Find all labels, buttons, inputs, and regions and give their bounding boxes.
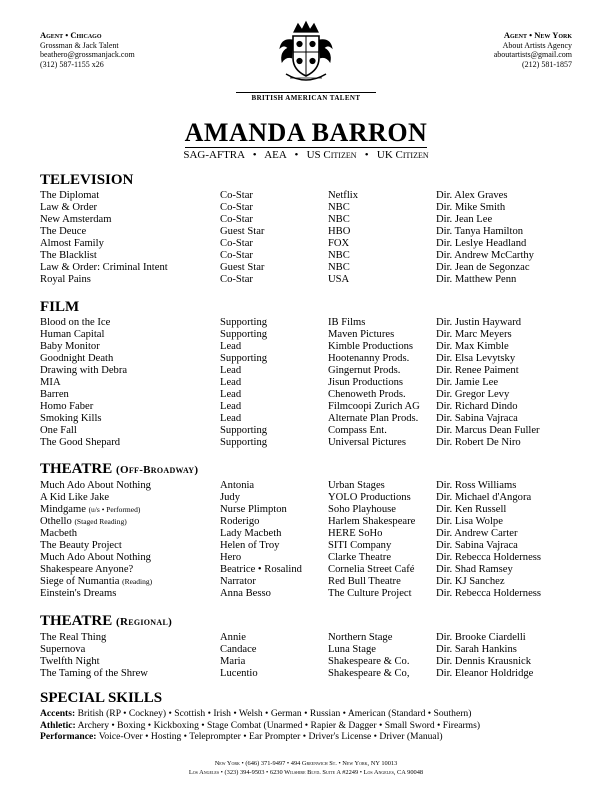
credit-title-text: Supernova [40,644,86,655]
credit-company: Chenoweth Prods. [328,389,406,400]
credit-role: Lead [220,401,242,412]
credit-row [40,632,580,644]
credit-title [40,365,220,377]
credit-title [40,588,220,600]
credit-director: Dir. Richard Dindo [436,401,518,412]
credit-title [40,329,220,341]
credit-row [40,644,580,656]
credit-company: Netflix [328,190,359,201]
credit-director: Dir. Jean de Segonzac [436,262,530,273]
credit-row [40,226,580,238]
credit-row [40,576,580,588]
credit-company: YOLO Productions [328,492,411,503]
credit-role: Guest Star [220,262,265,273]
crest-logo-icon [276,18,336,88]
section-subtitle: (Off-Broadway) [116,464,199,476]
credit-company: Maven Pictures [328,329,395,340]
union-sag: SAG-AFTRA [183,149,245,161]
credit-director: Dir. Robert De Niro [436,437,521,448]
credit-company: Urban Stages [328,480,385,491]
credit-title-text: Much Ado About Nothing [40,552,151,563]
credit-role: Supporting [220,317,268,328]
credit-company: Luna Stage [328,644,376,655]
agent-new-york-phone: (212) 581-1857 [522,59,572,69]
credit-role: Helen of Troy [220,540,280,551]
credit-role: Candace [220,644,257,655]
credit-director: Dir. Marcus Dean Fuller [436,425,540,436]
credit-row [40,668,580,680]
credit-company: Gingernut Prods. [328,365,401,376]
credit-title-text: Blood on the Ice [40,317,111,328]
credit-row [40,353,580,365]
credit-director: Dir. Sarah Hankins [436,644,517,655]
credit-row [40,480,580,492]
section-film [40,299,580,449]
agent-new-york [494,31,572,69]
credit-title-text: Twelfth Night [40,656,100,667]
section-special-skills [40,690,580,743]
credit-role: Judy [220,492,241,503]
credit-role: Maria [220,656,246,667]
credit-row [40,588,580,600]
credit-role: Beatrice • Rosalind [220,564,302,575]
credit-row [40,329,580,341]
credit-company: FOX [328,238,350,249]
skill-line [40,708,580,720]
credit-director: Dir. Brooke Ciardelli [436,632,526,643]
skill-label: Athletic: [40,719,76,731]
credit-title [40,353,220,365]
credit-role: Hero [220,552,242,563]
agent-chicago-company: Grossman & Jack Talent [40,40,119,50]
section-title: TELEVISION [40,172,134,188]
actor-name-text: AMANDA BARRON [184,118,428,147]
credit-row [40,274,580,286]
credit-role: Narrator [220,576,256,587]
credit-company: NBC [328,202,350,213]
credit-company: Harlem Shakespeare [328,516,416,527]
credit-row [40,202,580,214]
credit-row [40,413,580,425]
credit-director: Dir. Gregor Levy [436,389,510,400]
credit-title [40,668,220,680]
credit-director: Dir. Tanya Hamilton [436,226,524,237]
credit-company: Soho Playhouse [328,504,396,515]
credit-company: Jisun Productions [328,377,404,388]
credit-row [40,365,580,377]
credit-title-text: Macbeth [40,528,78,539]
credit-role: Co-Star [220,202,253,213]
credit-company: HERE SoHo [328,528,383,539]
credit-director: Dir. Sabina Vajraca [436,413,518,424]
citizenship-us: US Citizen [306,149,357,161]
credit-title-text: The Real Thing [40,632,107,643]
credit-director: Dir. Marc Meyers [436,329,512,340]
credit-title-text: MIA [40,377,61,388]
credit-role: Lead [220,341,242,352]
credit-company: IB Films [328,317,366,328]
credit-title [40,552,220,564]
credit-role: Lead [220,377,242,388]
credit-company: Compass Ent. [328,425,387,436]
credit-company: NBC [328,250,350,261]
credit-title-text: Siege of Numantia [40,576,120,587]
credit-director: Dir. Shad Ramsey [436,564,513,575]
credit-director: Dir. Renee Paiment [436,365,519,376]
credit-role: Lucentio [220,668,258,679]
credit-row [40,540,580,552]
credit-role: Supporting [220,425,268,436]
credit-row [40,401,580,413]
credit-title [40,377,220,389]
credit-director: Dir. Alex Graves [436,190,508,201]
credit-title-text: Human Capital [40,329,105,340]
credit-company: Northern Stage [328,632,393,643]
credit-row [40,564,580,576]
credit-title [40,632,220,644]
credit-title [40,214,220,226]
credit-director: Dir. KJ Sanchez [436,576,505,587]
credit-note: (Staged Reading) [74,517,127,526]
credit-role: Anna Besso [220,588,271,599]
credit-role: Roderigo [220,516,260,527]
section-television [40,172,580,286]
credit-role: Supporting [220,329,268,340]
credit-title-text: The Diplomat [40,190,100,201]
credit-director: Dir. Dennis Krausnick [436,656,532,667]
credit-title [40,576,220,588]
credit-title [40,504,220,516]
credit-title [40,528,220,540]
credit-company: The Culture Project [328,588,412,599]
agent-chicago-email: beathero@grossmanjack.com [40,50,135,59]
credit-title [40,262,220,274]
credit-director: Dir. Michael d'Angora [436,492,532,503]
section-title [40,461,580,479]
section-theatre-regional [40,613,580,680]
skill-line [40,720,580,732]
credit-row [40,504,580,516]
credit-title [40,317,220,329]
credit-row [40,262,580,274]
credit-row [40,238,580,250]
credit-title-text: The Blacklist [40,250,97,261]
agent-new-york-company: About Artists Agency [502,40,572,50]
credit-row [40,190,580,202]
credit-title-text: Goodnight Death [40,353,114,364]
credit-title [40,516,220,528]
credit-role: Co-Star [220,250,253,261]
skill-label: Performance: [40,731,97,742]
credit-title [40,226,220,238]
credit-company: SITI Company [328,540,392,551]
credit-title [40,656,220,668]
credit-title [40,389,220,401]
section-title: FILM [40,299,80,315]
credit-director: Dir. Jean Lee [436,214,493,225]
credit-role: Co-Star [220,238,253,249]
credit-company: Filmcoopi Zurich AG [328,401,420,412]
credit-title-text: The Deuce [40,226,87,237]
footer-new-york: New York • (646) 371-9497 • 494 Greenwich St. • New York, NY 10013 [214,760,398,767]
credit-row [40,656,580,668]
credit-title-text: Baby Monitor [40,341,100,352]
credit-title [40,492,220,504]
credit-title [40,644,220,656]
credit-title-text: A Kid Like Jake [40,492,110,503]
section-theatre-off-broadway [40,461,580,600]
credit-company: Universal Pictures [328,437,406,448]
section-title-main: THEATRE [40,461,113,477]
agency-brand-name: BRITISH AMERICAN TALENT [236,92,376,102]
credit-title [40,274,220,286]
credit-title-text: The Beauty Project [40,540,122,551]
credit-director: Dir. Andrew McCarthy [436,250,534,261]
union-status: SAG-AFTRA • AEA • US Citizen • UK Citizen [183,149,429,161]
credit-row [40,250,580,262]
credit-title-text: Mindgame [40,504,86,515]
credit-role: Lead [220,389,242,400]
credit-role: Lead [220,365,242,376]
credit-company: Shakespeare & Co, [328,668,410,679]
section-title: SPECIAL SKILLS [40,690,163,706]
agent-new-york-heading: Agent • New York [503,30,572,40]
credit-title-text: The Good Shepard [40,437,121,448]
skill-text: Voice-Over • Hosting • Teleprompter • Ear Prompter • Driver's License • Driver (Manual) [98,731,443,742]
credit-row [40,389,580,401]
credit-company: Kimble Productions [328,341,414,352]
credit-note: (u/s • Performed) [88,505,141,514]
skill-label: Accents: [40,708,76,719]
actor-name [0,118,612,148]
credit-company: Shakespeare & Co. [328,656,410,667]
credit-company: Red Bull Theatre [328,576,401,587]
credit-title-text: Almost Family [40,238,104,249]
credit-company: Hootenanny Prods. [328,353,410,364]
credit-director: Dir. Mike Smith [436,202,506,213]
skill-line [40,731,580,743]
credit-title [40,250,220,262]
credit-title-text: Law & Order [40,202,98,213]
credit-role: Co-Star [220,190,253,201]
skill-text: British (RP • Cockney) • Scottish • Irish • Welsh • German • Russian • American (Standard • Southern) [77,708,472,719]
section-title [40,613,580,631]
section-subtitle: (Regional) [116,616,173,628]
skill-text: Archery • Boxing • Kickboxing • Stage Combat (Unarmed • Rapier & Dagger • Small Sword • Firearms) [77,719,481,731]
credit-title [40,425,220,437]
credit-company: USA [328,274,350,285]
agent-new-york-email: aboutartists@gmail.com [493,50,572,59]
credit-title-text: Smoking Kills [40,413,102,424]
credit-row [40,341,580,353]
section-title-main: THEATRE [40,613,113,629]
credit-title-text: Einstein's Dreams [40,588,117,599]
credit-director: Dir. Ken Russell [436,504,507,515]
credit-role: Lead [220,413,242,424]
credit-company: Clarke Theatre [328,552,392,563]
credit-director: Dir. Elsa Levytsky [436,353,516,364]
agent-chicago [40,31,135,69]
credit-role: Antonia [220,480,255,491]
agent-chicago-heading: Agent • Chicago [40,30,102,40]
credit-director: Dir. Rebecca Holderness [436,588,542,599]
credit-title [40,480,220,492]
credit-row [40,528,580,540]
credit-director: Dir. Rebecca Holderness [436,552,542,563]
agent-chicago-phone: (312) 587-1155 x26 [40,59,104,69]
credit-company: HBO [328,226,351,237]
credit-row [40,317,580,329]
credit-title [40,190,220,202]
credit-title-text: New Amsterdam [40,214,112,225]
credit-role: Co-Star [220,214,253,225]
credit-director: Dir. Ross Williams [436,480,517,491]
credit-director: Dir. Sabina Vajraca [436,540,518,551]
credit-company: Alternate Plan Prods. [328,413,419,424]
credit-title-text: The Taming of the Shrew [40,668,148,679]
credit-role: Nurse Plimpton [220,504,287,515]
credit-title [40,437,220,449]
credit-row [40,425,580,437]
credit-director: Dir. Matthew Penn [436,274,517,285]
footer-los-angeles: Los Angeles • (323) 394-9503 • 6230 Wilshire Blvd. Suite A #2249 • Los Angeles, CA 90048 [188,769,424,776]
credit-title-text: Homo Faber [40,401,94,412]
credit-title-text: Shakespeare Anyone? [40,564,134,575]
credit-row [40,377,580,389]
credit-row [40,516,580,528]
credit-title-text: One Fall [40,425,77,436]
credit-title-text: Royal Pains [40,274,91,285]
credit-title [40,564,220,576]
credit-director: Dir. Andrew Carter [436,528,518,539]
credit-note: (Reading) [122,577,153,586]
credit-company: NBC [328,214,350,225]
credit-row [40,552,580,564]
credit-role: Annie [220,632,246,643]
credit-director: Dir. Jamie Lee [436,377,499,388]
credit-title [40,401,220,413]
credit-title [40,238,220,250]
citizenship-uk: UK Citizen [376,149,429,161]
union-aea: AEA [264,149,287,161]
credit-director: Dir. Leslye Headland [436,238,527,249]
credit-director: Dir. Lisa Wolpe [436,516,503,527]
credit-title [40,202,220,214]
credit-title-text: Law & Order: Criminal Intent [40,262,168,273]
credit-company: Cornelia Street Café [328,564,415,575]
credit-role: Supporting [220,353,268,364]
credit-title [40,540,220,552]
credit-role: Lady Macbeth [220,528,282,539]
credit-company: NBC [328,262,350,273]
credit-director: Dir. Eleanor Holdridge [436,668,534,679]
credit-director: Dir. Max Kimble [436,341,509,352]
credit-title-text: Much Ado About Nothing [40,480,151,491]
credit-row [40,437,580,449]
credit-title [40,413,220,425]
credit-title-text: Drawing with Debra [40,365,128,376]
credit-role: Supporting [220,437,268,448]
credit-title-text: Barren [40,389,69,400]
credit-row [40,492,580,504]
credit-row [40,214,580,226]
credit-director: Dir. Justin Hayward [436,317,522,328]
credit-role: Guest Star [220,226,265,237]
credit-title-text: Othello [40,516,72,527]
footer-contact [0,759,612,777]
credit-title [40,341,220,353]
credit-role: Co-Star [220,274,253,285]
